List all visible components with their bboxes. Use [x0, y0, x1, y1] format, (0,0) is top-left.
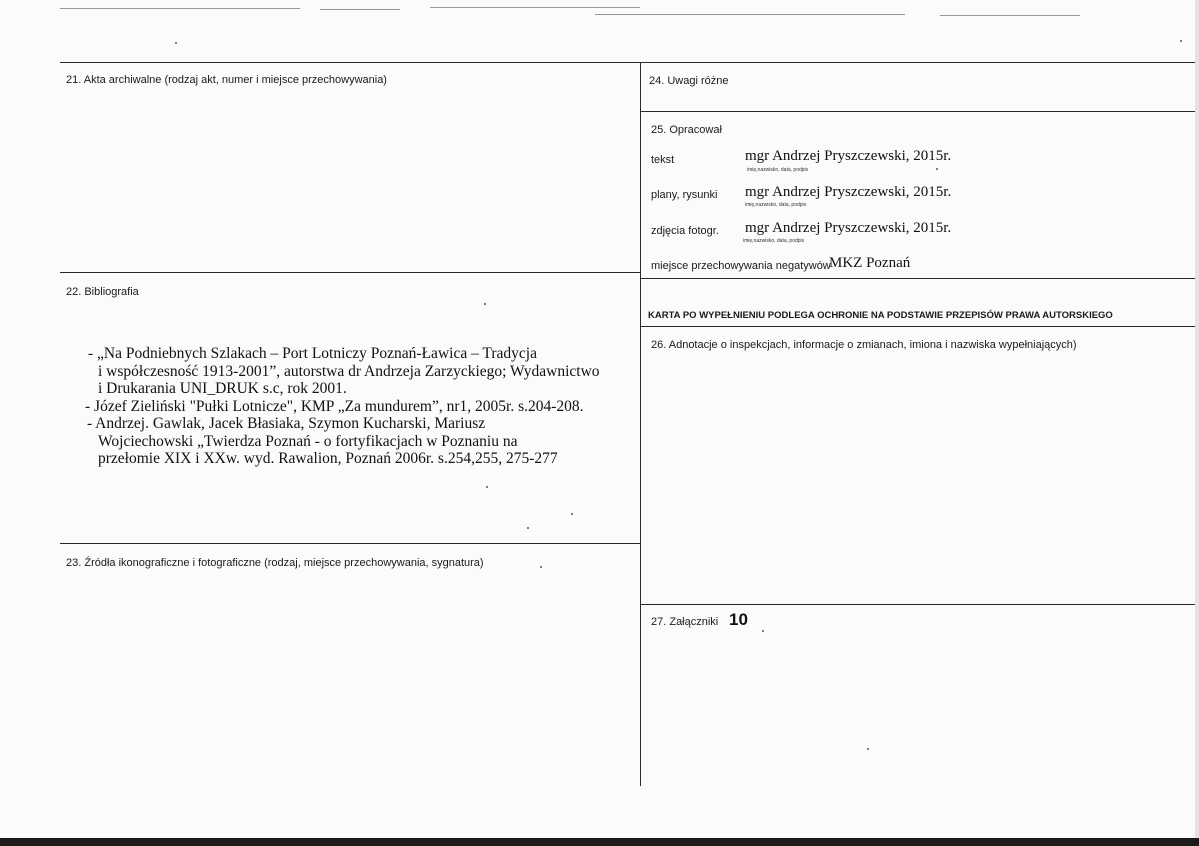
section-27-label: 27. Załączniki	[651, 616, 719, 628]
form-top-border	[60, 62, 1195, 63]
scan-artifact-line	[940, 15, 1080, 16]
attachments-count: 10	[729, 610, 748, 629]
bibliography-line: - „Na Podniebnych Szlakach – Port Lotniczy Poznań-Ławica – Tradycja	[88, 345, 537, 362]
bibliography-line: i Drukarania UNI_DRUK s.c, rok 2001.	[98, 380, 347, 397]
scan-speck	[175, 42, 177, 44]
copyright-notice: KARTA PO WYPEŁNIENIU PODLEGA OCHRONIE NA PODSTAWIE PRZEPISÓW PRAWA AUTORSKIEGO	[648, 310, 1113, 321]
bibliography-list	[85, 345, 628, 468]
field-tekst-value: mgr Andrzej Pryszczewski, 2015r.	[745, 148, 952, 164]
section-26-label: 26. Adnotacje o inspekcjach, informacje o zmianach, imiona i nazwiska wypełniających)	[651, 339, 1077, 351]
negatives-label: miejsce przechowywania negatywów	[651, 260, 831, 272]
scan-speck	[762, 630, 764, 632]
bibliography-line: - Józef Zieliński "Pułki Lotnicze", KMP „Za mundurem”, nr1, 2005r. s.204-208.	[85, 397, 584, 415]
scan-artifact-line	[430, 7, 640, 8]
scan-speck	[527, 527, 529, 529]
field-plany-hint: imię,nazwisko, data, podpis	[745, 202, 807, 208]
divider-21-22	[60, 272, 640, 273]
divider-26-27	[640, 604, 1195, 605]
negatives-value: MKZ Poznań	[829, 255, 911, 271]
scan-speck	[486, 486, 488, 488]
scan-speck	[484, 303, 486, 305]
scan-artifact-line	[60, 8, 300, 9]
field-zdjecia-hint: imię,nazwisko, data, podpis	[743, 238, 805, 244]
scan-speck	[936, 168, 938, 170]
field-plany-label: plany, rysunki	[651, 189, 718, 201]
scan-artifact-line	[320, 9, 400, 10]
section-25-label: 25. Opracował	[651, 124, 722, 136]
bibliography-line: Wojciechowski „Twierdza Poznań - o fortyfikacjach w Poznaniu na	[98, 432, 518, 450]
bibliography-line: i współczesność 1913-2001”, autorstwa dr Andrzeja Zarzyckiego; Wydawnictwo	[98, 362, 600, 380]
field-zdjecia-label: zdjęcia fotogr.	[651, 225, 719, 237]
divider-24-25	[640, 111, 1195, 112]
section-22-label: 22. Bibliografia	[66, 286, 139, 298]
column-divider	[640, 62, 641, 786]
bibliography-line: - Andrzej. Gawlak, Jacek Błasiaka, Szymon Kucharski, Mariusz	[87, 415, 486, 432]
field-zdjecia-value: mgr Andrzej Pryszczewski, 2015r.	[745, 220, 952, 236]
scan-speck	[571, 513, 573, 515]
section-23-label: 23. Źródła ikonograficzne i fotograficzne (rodzaj, miejsce przechowywania, sygnatura)	[66, 557, 484, 569]
scan-speck	[1180, 40, 1182, 42]
bibliography-line: przełomie XIX i XXw. wyd. Rawalion, Poznań 2006r. s.254,255, 275-277	[98, 450, 558, 467]
section-24-label: 24. Uwagi różne	[649, 75, 729, 87]
divider-22-23	[60, 543, 640, 544]
scan-artifact-line	[595, 14, 905, 15]
field-tekst-label: tekst	[651, 154, 675, 166]
scan-speck	[867, 748, 869, 750]
scan-bottom-edge	[0, 838, 1199, 846]
divider-notice-26	[640, 326, 1195, 327]
field-tekst-hint: imię,nazwisko, data, podpis	[747, 167, 809, 173]
divider-25-notice	[640, 278, 1195, 279]
scan-right-edge	[1195, 0, 1199, 838]
scan-speck	[540, 566, 542, 568]
section-21-label: 21. Akta archiwalne (rodzaj akt, numer i miejsce przechowywania)	[66, 74, 387, 86]
field-plany-value: mgr Andrzej Pryszczewski, 2015r.	[745, 184, 952, 200]
